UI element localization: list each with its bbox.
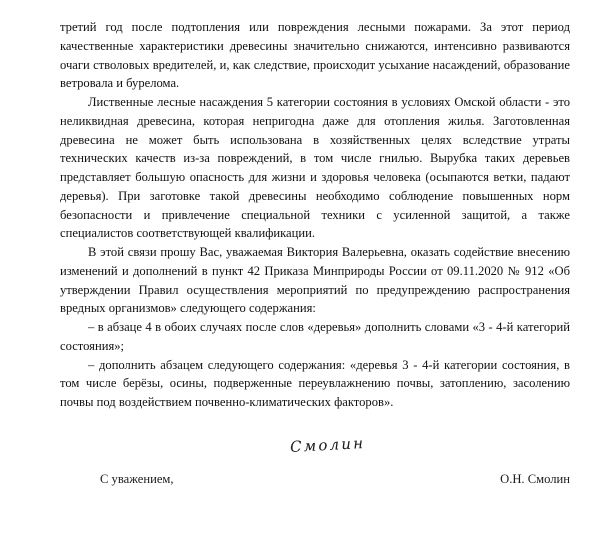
closing-phrase: С уважением, (100, 471, 174, 486)
signature-block (60, 433, 570, 512)
paragraph-list-item: – дополнить абзацем следующего содержания: «деревья 3 - 4-й категории состояния, в том числе берёзы, осины, подверженные переувлажнению почвы, затоплению, засолению почвы под воздействием почвенно-климатических факторов». (60, 357, 570, 409)
handwritten-signature: Смолин (289, 433, 366, 456)
signer-name: О.Н. Смолин (500, 471, 570, 486)
paragraph: третий год после подтопления или повреждения лесными пожарами. За этот период качественные характеристики древесины значительно снижаются, интенсивно развиваются очаги стволовых вредителей, и, как следствие, происходит усыхание насаждений, образование ветровала и бурелома. (60, 20, 570, 91)
document-body (60, 18, 570, 412)
paragraph: В этой связи прошу Вас, уважаемая Виктория Валерьевна, оказать содействие внесению изменений и дополнений в пункт 42 Приказа Минприроды России от 09.11.2020 № 912 «Об утверждении Правил осуществления мероприятий по предупреждению распространения вредных организмов» следующего содержания: (60, 245, 570, 316)
paragraph-list-item: – в абзаце 4 в обоих случаях после слов «деревья» дополнить словами «3 - 4-й категорий состояния»; (60, 320, 570, 353)
paragraph: Лиственные лесные насаждения 5 категории состояния в условиях Омской области - это неликвидная древесина, которая непригодна даже для отопления жилья. Заготовленная древесина не может быть использована в хозяйственных целях вследствие утраты технических качеств из-за повреждений, в том числе гнилью. Вырубка таких деревьев представляет большую опасность для жизни и здоровья человека (осыпаются ветки, падают деревья). При заготовке такой древесины необходимо соблюдение повышенных норм безопасности и привлечение специальной техники с усиленной защитой, а также специалистов соответствующей квалификации. (60, 95, 570, 241)
signature-row (60, 472, 570, 487)
